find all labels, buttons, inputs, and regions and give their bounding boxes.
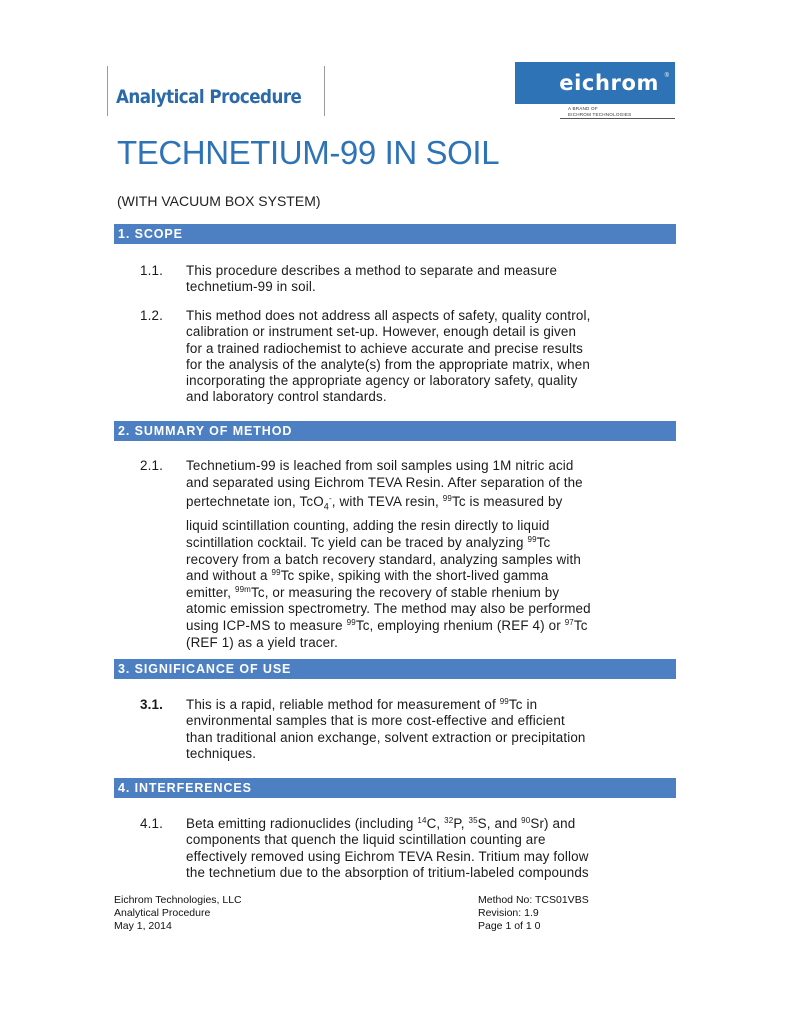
item-line: calibration or instrument set-up. However, enough detail is given [186, 324, 577, 340]
item-line: atomic emission spectrometry. The method may also be performed [186, 601, 591, 617]
item-line [186, 618, 680, 635]
footer-left [114, 894, 242, 933]
item-number: 1.2. [140, 308, 163, 323]
item-line: This method does not address all aspects of safety, quality control, [186, 308, 591, 323]
superscript: 99 [527, 535, 537, 545]
section-heading-significance: 3. SIGNIFICANCE OF USE [114, 659, 676, 679]
superscript: 90 [521, 816, 531, 825]
superscript: 99 [271, 568, 281, 578]
text-run: Tc is measured by [452, 494, 563, 510]
list-item-4-1 [140, 816, 680, 881]
section-heading-summary: 2. SUMMARY OF METHOD [114, 421, 676, 441]
text-run: Tc in [508, 697, 538, 712]
brand-line-1: A BRAND OF [568, 106, 598, 111]
text-run: and without a [186, 568, 272, 584]
text-run: Tc, or measuring the recovery of stable rhenium by [251, 584, 560, 600]
item-number: 1.1. [140, 263, 163, 278]
superscript: 32 [444, 816, 454, 825]
footer-revision: Revision: 1.9 [478, 907, 539, 919]
item-line: the technetium due to the absorption of tritium-labeled compounds [186, 864, 589, 880]
superscript: 97 [564, 618, 574, 628]
item-line: technetium-99 in soil. [186, 279, 316, 295]
header-divider-left [107, 66, 108, 116]
text-run: This is a rapid, reliable method for measurement of [186, 697, 500, 712]
item-line: (REF 1) as a yield tracer. [186, 634, 338, 650]
list-item-1-1 [140, 263, 680, 296]
superscript: 35 [468, 816, 478, 825]
superscript: 14 [417, 816, 427, 825]
footer-doc-type: Analytical Procedure [114, 907, 211, 919]
item-line: recovery from a batch recovery standard, analyzing samples with [186, 551, 581, 567]
item-line: environmental samples that is more cost-effective and efficient [186, 713, 565, 729]
item-line: and laboratory control standards. [186, 389, 387, 405]
item-line: This procedure describes a method to separate and measure [186, 263, 558, 278]
page-subtitle: (WITH VACUUM BOX SYSTEM) [117, 193, 321, 209]
list-item-3-1 [140, 697, 680, 762]
subscript: 4 [323, 501, 329, 512]
text-run: emitter, [186, 584, 235, 600]
superscript: 99 [442, 494, 452, 504]
text-run: , with TEVA resin, [331, 494, 443, 510]
superscript: 99 [346, 618, 356, 628]
text-run: Tc spike, spiking with the short-lived gamma [280, 568, 549, 584]
item-line [186, 697, 680, 713]
logo-text: eichrom [559, 71, 659, 95]
text-run: Tc [536, 535, 551, 551]
footer-date: May 1, 2014 [114, 920, 172, 932]
item-number: 2.1. [140, 458, 163, 473]
text-run: Tc [573, 618, 588, 634]
item-line [186, 494, 680, 515]
list-item-1-2 [140, 308, 680, 406]
item-line: for the analysis of the analyte(s) from the appropriate matrix, when [186, 356, 590, 372]
text-run: scintillation cocktail. Tc yield can be traced by analyzing [186, 535, 528, 551]
footer-right [478, 894, 589, 933]
item-line: effectively removed using Eichrom TEVA Resin. Tritium may follow [186, 848, 589, 864]
brand-line-2: EICHROM TECHNOLOGIES [568, 112, 632, 117]
text-run: S, and [477, 816, 522, 831]
eichrom-logo [515, 62, 675, 104]
item-number: 3.1. [140, 697, 163, 712]
footer-company: Eichrom Technologies, LLC [114, 894, 242, 906]
footer-method-no: Method No: TCS01VBS [478, 894, 589, 906]
text-run: using ICP-MS to measure [186, 618, 347, 634]
footer-page-number: Page 1 of 1 0 [478, 920, 541, 932]
text-run: Tc, employing rhenium (REF 4) or [355, 618, 565, 634]
superscript: 99m [234, 584, 251, 594]
section-heading-scope: 1. SCOPE [114, 224, 676, 244]
item-line: techniques. [186, 745, 257, 761]
text-run: Sr) and [530, 816, 576, 831]
item-line: components that quench the liquid scintillation counting are [186, 832, 546, 848]
text-run: pertechnetate ion, TcO [186, 494, 324, 510]
text-run: P, [453, 816, 469, 831]
procedure-label: Analytical Procedure [116, 86, 302, 108]
item-line: and separated using Eichrom TEVA Resin. After separation of the [186, 474, 583, 490]
item-line [186, 535, 680, 552]
page-title: TECHNETIUM-99 IN SOIL [117, 134, 500, 171]
item-line: for a trained radiochemist to achieve accurate and precise results [186, 340, 583, 356]
list-item-2-1 [140, 458, 680, 651]
item-line: liquid scintillation counting, adding the resin directly to liquid [186, 518, 550, 534]
section-heading-interferences: 4. INTERFERENCES [114, 778, 676, 798]
superscript: 99 [499, 697, 509, 706]
header-underline [560, 118, 675, 119]
item-line [186, 816, 680, 832]
item-line: than traditional anion exchange, solvent extraction or precipitation [186, 729, 586, 745]
item-number: 4.1. [140, 816, 163, 831]
text-run: C, [426, 816, 445, 831]
text-run: Beta emitting radionuclides (including [186, 816, 418, 831]
superscript: - [328, 494, 332, 504]
item-line: incorporating the appropriate agency or laboratory safety, quality [186, 373, 578, 389]
item-line: Technetium-99 is leached from soil samples using 1M nitric acid [186, 458, 574, 473]
item-line [186, 585, 680, 602]
logo-registered-mark: ® [664, 73, 669, 79]
header-divider-right [324, 66, 325, 116]
item-line [186, 568, 680, 585]
